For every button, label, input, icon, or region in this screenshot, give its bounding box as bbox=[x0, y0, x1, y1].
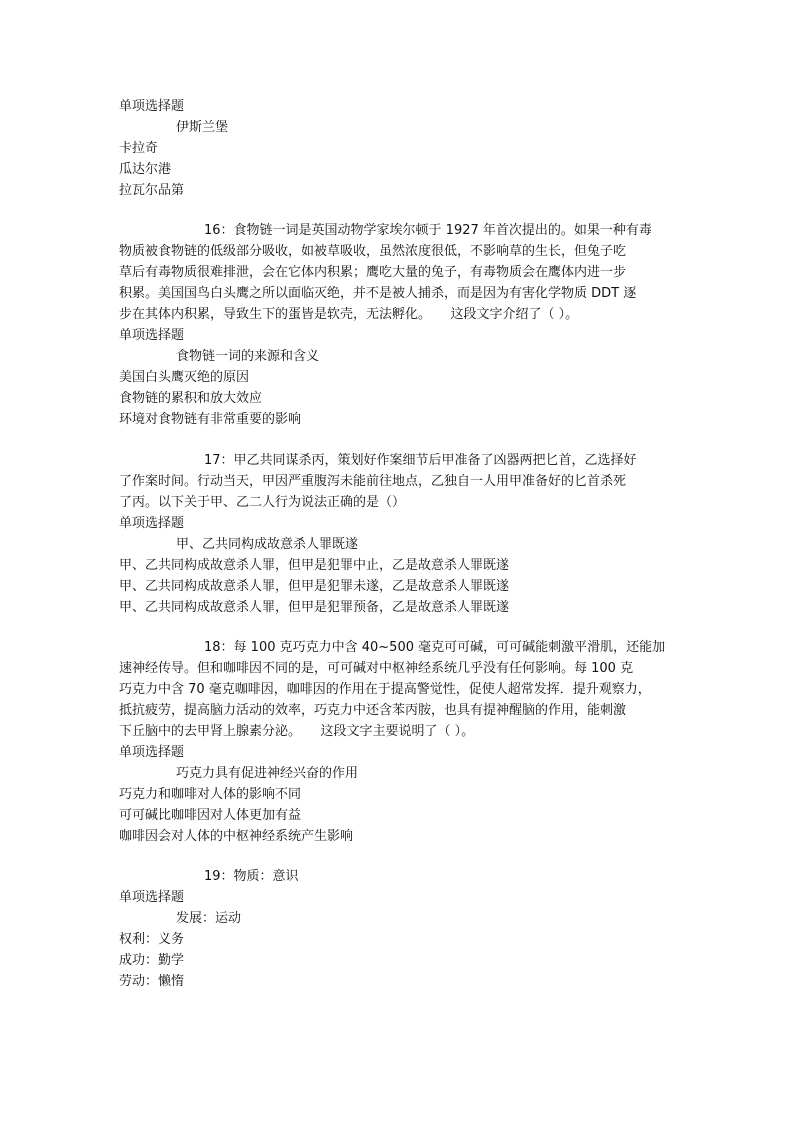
option-d: 环境对食物链有非常重要的影响 bbox=[119, 412, 302, 427]
option-d: 劳动：懒惰 bbox=[119, 974, 185, 989]
option-a: 甲、乙共同构成故意杀人罪既遂 bbox=[176, 537, 359, 552]
question-17-stem: 了作案时间。行动当天，甲因严重腹泻未能前往地点，乙独自一人用甲准备好的匕首杀死 bbox=[119, 474, 627, 489]
question-18-stem: 下丘脑中的去甲肾上腺素分泌。 这段文字主要说明了（ ）。 bbox=[119, 724, 475, 739]
question-type-label: 单项选择题 bbox=[119, 890, 185, 905]
option-c: 可可碱比咖啡因对人体更加有益 bbox=[119, 808, 302, 823]
question-18-stem: 巧克力中含 70 毫克咖啡因，咖啡因的作用在于提高警觉性，促使人超常发挥．提升观察力， bbox=[119, 682, 651, 697]
option-c: 食物链的累积和放大效应 bbox=[119, 391, 263, 406]
question-type-label: 单项选择题 bbox=[119, 99, 185, 114]
question-16-stem: 16：食物链一词是英国动物学家埃尔顿于 1927 年首次提出的。如果一种有毒 bbox=[204, 223, 652, 238]
option-b: 美国白头鹰灭绝的原因 bbox=[119, 370, 250, 385]
option-a: 发展：运动 bbox=[176, 911, 242, 926]
option-d: 咖啡因会对人体的中枢神经系统产生影响 bbox=[119, 829, 354, 844]
option-b: 权利：义务 bbox=[119, 932, 185, 947]
option-c: 成功：勤学 bbox=[119, 953, 185, 968]
question-16-stem: 物质被食物链的低级部分吸收，如被草吸收，虽然浓度很低，不影响草的生长，但兔子吃 bbox=[119, 244, 627, 259]
option-d: 甲、乙共同构成故意杀人罪，但甲是犯罪预备，乙是故意杀人罪既遂 bbox=[119, 600, 510, 615]
question-18-stem: 抵抗疲劳，提高脑力活动的效率，巧克力中还含苯丙胺，也具有提神醒脑的作用，能刺激 bbox=[119, 703, 627, 718]
question-type-label: 单项选择题 bbox=[119, 745, 185, 760]
question-18-stem: 18：每 100 克巧克力中含 40~500 毫克可可碱，可可碱能刺激平滑肌，还能加 bbox=[204, 640, 666, 655]
question-19-stem: 19：物质：意识 bbox=[204, 869, 299, 884]
option-c: 瓜达尔港 bbox=[119, 162, 172, 177]
option-b: 卡拉奇 bbox=[119, 141, 159, 156]
question-type-label: 单项选择题 bbox=[119, 516, 185, 531]
question-16-stem: 草后有毒物质很难排泄，会在它体内积累；鹰吃大量的兔子，有毒物质会在鹰体内进一步 bbox=[119, 265, 627, 280]
option-a: 食物链一词的来源和含义 bbox=[176, 349, 320, 364]
question-type-label: 单项选择题 bbox=[119, 328, 185, 343]
option-b: 巧克力和咖啡对人体的影响不同 bbox=[119, 787, 302, 802]
option-c: 甲、乙共同构成故意杀人罪，但甲是犯罪未遂，乙是故意杀人罪既遂 bbox=[119, 579, 510, 594]
question-17-stem: 17：甲乙共同谋杀丙，策划好作案细节后甲准备了凶器两把匕首，乙选择好 bbox=[204, 453, 637, 468]
question-18-stem: 速神经传导。但和咖啡因不同的是，可可碱对中枢神经系统几乎没有任何影响。每 100 克 bbox=[119, 661, 634, 676]
option-b: 甲、乙共同构成故意杀人罪，但甲是犯罪中止，乙是故意杀人罪既遂 bbox=[119, 558, 510, 573]
question-17-stem: 了丙。以下关于甲、乙二人行为说法正确的是（） bbox=[119, 495, 406, 510]
option-a: 巧克力具有促进神经兴奋的作用 bbox=[176, 766, 359, 781]
option-a: 伊斯兰堡 bbox=[176, 120, 229, 135]
option-d: 拉瓦尔品第 bbox=[119, 183, 185, 198]
question-16-stem: 积累。美国国鸟白头鹰之所以面临灭绝，并不是被人捕杀，而是因为有害化学物质 DDT 逐 bbox=[119, 286, 637, 301]
question-16-stem: 步在其体内积累，导致生下的蛋皆是软壳，无法孵化。 这段文字介绍了（ ）。 bbox=[119, 307, 579, 322]
